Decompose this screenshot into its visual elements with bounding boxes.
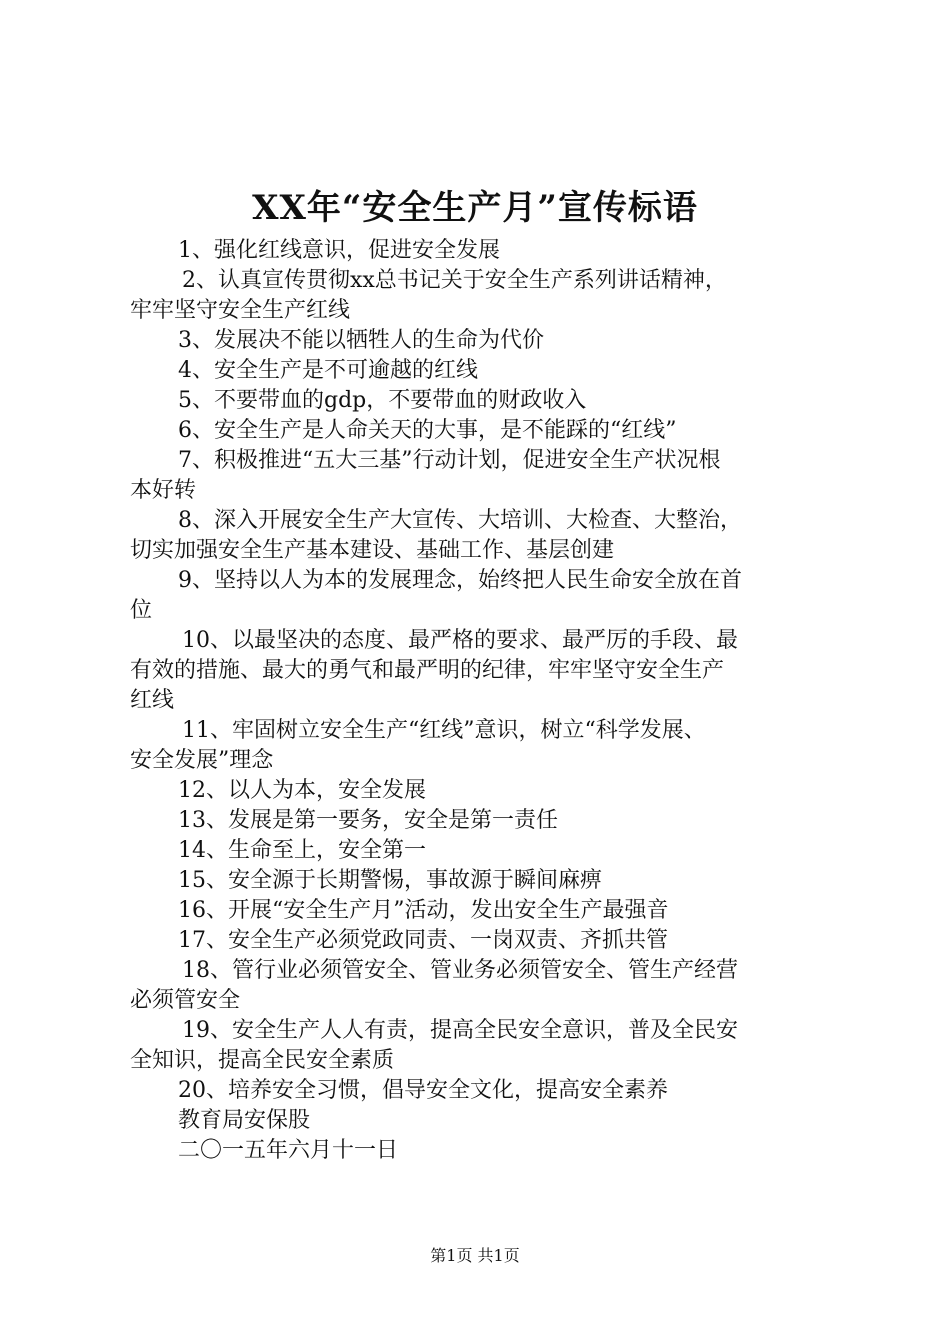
slogan-line-continuation: 本好转 <box>130 478 197 503</box>
slogan-line: 18、管行业必须管安全、管业务必须管安全、管生产经营 <box>182 958 738 983</box>
slogan-line: 17、安全生产必须党政同责、一岗双责、齐抓共管 <box>178 928 668 953</box>
slogan-line: 7、积极推进“五大三基”行动计划，促进安全生产状况根 <box>178 448 721 473</box>
slogan-line: 9、坚持以人为本的发展理念，始终把人民生命安全放在首 <box>178 568 742 593</box>
slogan-line: 6、安全生产是人命关天的大事，是不能踩的“红线” <box>178 418 677 443</box>
slogan-line: 16、开展“安全生产月”活动，发出安全生产最强音 <box>178 898 669 923</box>
document-title: XX年“安全生产月”宣传标语 <box>252 188 698 228</box>
slogan-line: 5、不要带血的gdp，不要带血的财政收入 <box>178 388 587 413</box>
slogan-line-continuation: 全知识，提高全民安全素质 <box>130 1048 395 1073</box>
slogan-line: 20、培养安全习惯，倡导安全文化，提高安全素养 <box>178 1078 668 1103</box>
slogan-line: 2、认真宣传贯彻xx总书记关于安全生产系列讲话精神， <box>182 268 727 293</box>
slogan-line: 15、安全源于长期警惕，事故源于瞬间麻痹 <box>178 868 602 893</box>
slogan-line: 8、深入开展安全生产大宣传、大培训、大检查、大整治， <box>178 508 742 533</box>
slogan-line-continuation: 有效的措施、最大的勇气和最严明的纪律，牢牢坚守安全生产 <box>130 658 725 683</box>
slogan-line: 3、发展决不能以牺牲人的生命为代价 <box>178 328 544 353</box>
slogan-line: 11、牢固树立安全生产“红线”意识，树立“科学发展、 <box>182 718 706 743</box>
slogan-line: 19、安全生产人人有责，提高全民安全意识，普及全民安 <box>182 1018 738 1043</box>
document-body <box>130 236 830 1166</box>
issuer-line: 教育局安保股 <box>178 1108 311 1133</box>
slogan-line-continuation: 切实加强安全生产基本建设、基础工作、基层创建 <box>130 538 615 563</box>
slogan-line-continuation: 位 <box>130 598 153 623</box>
slogan-line-continuation: 安全发展”理念 <box>130 748 274 773</box>
page-footer: 第1页 共1页 <box>430 1246 520 1265</box>
date-line: 二〇一五年六月十一日 <box>178 1138 399 1163</box>
slogan-line: 14、生命至上，安全第一 <box>178 838 426 863</box>
slogan-line: 1、强化红线意识，促进安全发展 <box>178 238 500 263</box>
slogan-line: 13、发展是第一要务，安全是第一责任 <box>178 808 558 833</box>
slogan-line: 12、以人为本，安全发展 <box>178 778 426 803</box>
slogan-line: 10、以最坚决的态度、最严格的要求、最严厉的手段、最 <box>182 628 738 653</box>
slogan-line-continuation: 必须管安全 <box>130 988 241 1013</box>
slogan-line-continuation: 红线 <box>130 688 175 713</box>
slogan-line: 4、安全生产是不可逾越的红线 <box>178 358 478 383</box>
slogan-line-continuation: 牢牢坚守安全生产红线 <box>130 298 351 323</box>
